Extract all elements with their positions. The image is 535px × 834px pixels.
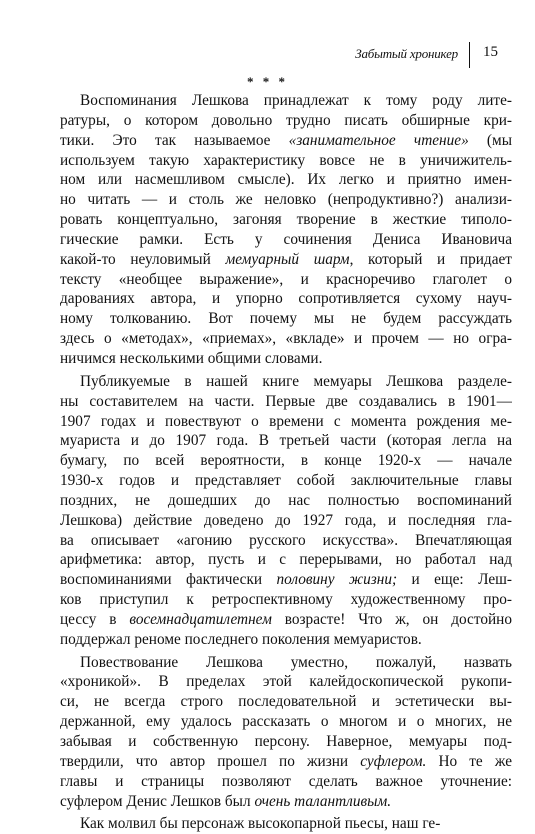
- text-run: Но те же: [426, 752, 512, 770]
- text-line: [60, 270, 512, 290]
- text-run: Воспоминания Лешкова принадлежат к тому роду лите-: [80, 92, 512, 109]
- text-run: главы и страницы позволяют сделать важное уточнение:: [60, 772, 512, 790]
- text-line: [60, 692, 512, 712]
- text-run: ков приступил к ретроспективному художественному про-: [60, 591, 512, 609]
- text-run: 1930-х годов и представляет собой заключительные главы: [60, 472, 512, 490]
- text-run: ны составителем на части. Первые две создавались в 1901—: [60, 392, 512, 410]
- text-line: [60, 111, 512, 131]
- text-line: [60, 672, 512, 692]
- header-divider: [469, 42, 471, 68]
- text-line: [60, 392, 512, 412]
- text-line: [60, 431, 512, 451]
- text-line: [60, 712, 512, 732]
- text-line: [60, 170, 512, 190]
- text-run: какой-то неуловимый: [60, 250, 226, 268]
- text-run: суфлером Денис Лешков был: [60, 792, 255, 810]
- text-run: воспоминаниями фактически: [60, 571, 277, 589]
- text-run: Лешкова) действие доведено до 1927 года, и последняя гла-: [60, 511, 512, 529]
- text-line: [60, 630, 512, 650]
- page-number: 15: [483, 44, 498, 60]
- text-line: [60, 772, 512, 792]
- body-text: [60, 91, 512, 834]
- paragraph: [60, 91, 512, 369]
- text-run: ратуры, о котором довольно трудно писать обширные кри-: [60, 111, 512, 129]
- text-run: Повествование Лешкова уместно, пожалуй, назвать: [80, 653, 512, 671]
- paragraph: [60, 372, 512, 650]
- text-line: [60, 250, 512, 270]
- text-line: [60, 610, 512, 630]
- text-run: забывая и собственную персону. Наверное, мемуары под-: [60, 733, 512, 750]
- running-head: [60, 44, 512, 68]
- text-line: [60, 349, 512, 369]
- text-line: [60, 792, 512, 812]
- text-run: тексту «необщее выражение», и красноречиво глаголет о: [60, 270, 512, 288]
- text-run: арифметика: автор, пусть и с перерывами, но работал над: [60, 551, 512, 569]
- text-run: дарованиях автора, и упорно сопротивляется сухому науч-: [60, 290, 512, 308]
- text-run: гические рамки. Есть у сочинения Дениса Ивановича: [60, 230, 512, 248]
- text-line: [60, 550, 512, 570]
- italic-run: мемуарный шарм: [225, 250, 350, 268]
- paragraph: [60, 653, 512, 812]
- text-run: (мы: [468, 131, 512, 149]
- text-run: держанной, ему удалось рассказать о многом и о многих, не: [60, 713, 512, 731]
- text-line: [60, 372, 512, 392]
- text-line: [60, 91, 512, 111]
- text-run: муариста и до 1907 года. В третьей части (которая легла на: [60, 432, 512, 450]
- text-run: 1907 годах и повествуют о времени с момента рождения ме-: [60, 412, 512, 430]
- text-run: ничимся несколькими общими словами.: [60, 349, 323, 367]
- text-run: здесь о «методах», «приемах», «вкладе» и прочем — но огра-: [60, 330, 512, 348]
- text-line: [60, 451, 512, 471]
- text-run: Как молвил бы персонаж высокопарной пьесы, наш ге-: [80, 815, 441, 833]
- text-run: но читать — и столь же неловко (непродуктивно?) анализи-: [60, 191, 512, 209]
- text-run: Публикуемые в нашей книге мемуары Лешкова разделе-: [80, 372, 512, 390]
- text-line: [60, 131, 512, 151]
- text-run: используем такую характеристику вовсе не в уничижитель-: [60, 151, 512, 169]
- text-line: [60, 190, 512, 210]
- text-run: возрасте! Что ж, он достойно: [271, 610, 512, 628]
- text-line: [60, 329, 512, 349]
- text-line: [60, 289, 512, 309]
- text-line: [60, 471, 512, 491]
- text-line: [60, 210, 512, 230]
- text-run: и еще: Леш-: [397, 571, 512, 589]
- text-line: [60, 814, 512, 834]
- text-run: бумагу, по всей вероятности, в конце 1920-х — начале: [60, 452, 512, 470]
- text-run: твердили, что автор прошел по жизни: [60, 752, 361, 770]
- text-run: поддержал реноме последнего поколения мемуаристов.: [60, 630, 422, 648]
- text-run: ва описывает «агонию русского искусства». Впечатляющая: [60, 531, 512, 549]
- text-line: [60, 531, 512, 551]
- text-line: [60, 230, 512, 250]
- text-line: [60, 511, 512, 531]
- paragraph: [60, 814, 512, 834]
- italic-run: восемнадцатилетнем: [129, 610, 272, 628]
- running-title: Забытый хроникер: [355, 46, 458, 61]
- text-line: [60, 732, 512, 752]
- italic-run: очень талантливым.: [254, 792, 392, 810]
- text-run: цессу в: [60, 610, 130, 628]
- text-run: си, не всегда строго последовательной и эстетически вы-: [60, 693, 512, 711]
- text-run: «хроникой». В пределах этой калейдоскопической рукопи-: [60, 673, 512, 691]
- text-line: [60, 752, 512, 772]
- italic-run: «занимательное чтение»: [288, 131, 469, 149]
- text-run: ному толкованию. Вот почему мы не будем рассуждать: [60, 310, 512, 328]
- italic-run: суфлером.: [360, 752, 427, 770]
- text-run: тики. Это так называемое: [60, 131, 289, 149]
- text-run: ном или насмешливом смысле). Их легко и приятно имен-: [60, 171, 512, 189]
- text-line: [60, 653, 512, 673]
- text-run: , который и придает: [349, 250, 512, 268]
- section-separator: * * *: [247, 74, 288, 89]
- text-line: [60, 412, 512, 432]
- text-line: [60, 309, 512, 329]
- text-line: [60, 151, 512, 171]
- text-run: ровать концептуально, загоняя творение в жесткие типоло-: [60, 211, 512, 229]
- text-line: [60, 590, 512, 610]
- text-line: [60, 570, 512, 590]
- text-run: поздних, не дошедших до нас полностью воспоминаний: [60, 491, 512, 509]
- text-line: [60, 491, 512, 511]
- italic-run: половину жизни;: [276, 571, 398, 589]
